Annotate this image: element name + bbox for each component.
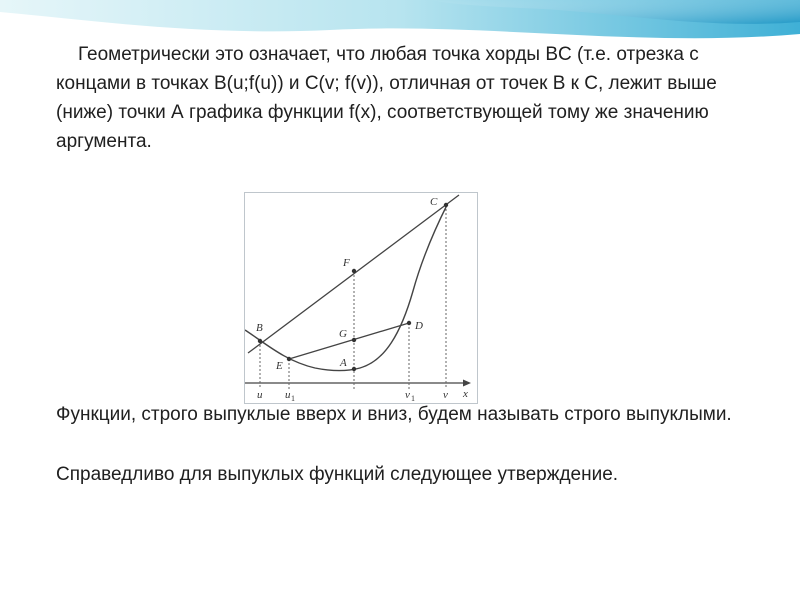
label-u: u [257,389,263,401]
paragraph-geometric-meaning: Геометрически это означает, что любая точка хорды BC (т.е. отрезка с концами в точках B(u;f(u)) и C(v; f(v)), отличная от точек B к C, лежит выше (ниже) точки А графика функции f(x), соответствующей тому же значению аргумента. [56,44,717,152]
label-d: D [415,320,423,332]
point-g [352,338,356,342]
function-curve [245,205,447,371]
point-f [352,269,356,273]
label-v1-sub: 1 [411,394,415,403]
label-f: F [343,257,350,269]
label-v1: v [405,389,410,401]
point-e [287,357,291,361]
chord-bc [248,195,459,353]
paragraph-strictly-convex: Функции, строго выпуклые вверх и вниз, будем называть строго выпуклыми. [56,404,732,425]
point-d [407,321,411,325]
convex-function-figure [244,192,478,404]
label-u1-sub: 1 [291,394,295,403]
label-g: G [339,328,347,340]
label-a: A [340,357,347,369]
label-u1: u [285,389,291,401]
point-c [444,203,448,207]
point-b [258,339,262,343]
label-e: E [276,360,283,372]
paragraph-statement: Справедливо для выпуклых функций следующее утверждение. [56,464,619,485]
x-axis-arrow [463,380,471,387]
label-c: C [430,196,438,208]
label-x: x [463,388,468,400]
label-v: v [443,389,448,401]
point-a [352,367,356,371]
chord-ed [289,323,409,359]
label-b: B [256,322,263,334]
convex-function-graph [245,193,477,403]
